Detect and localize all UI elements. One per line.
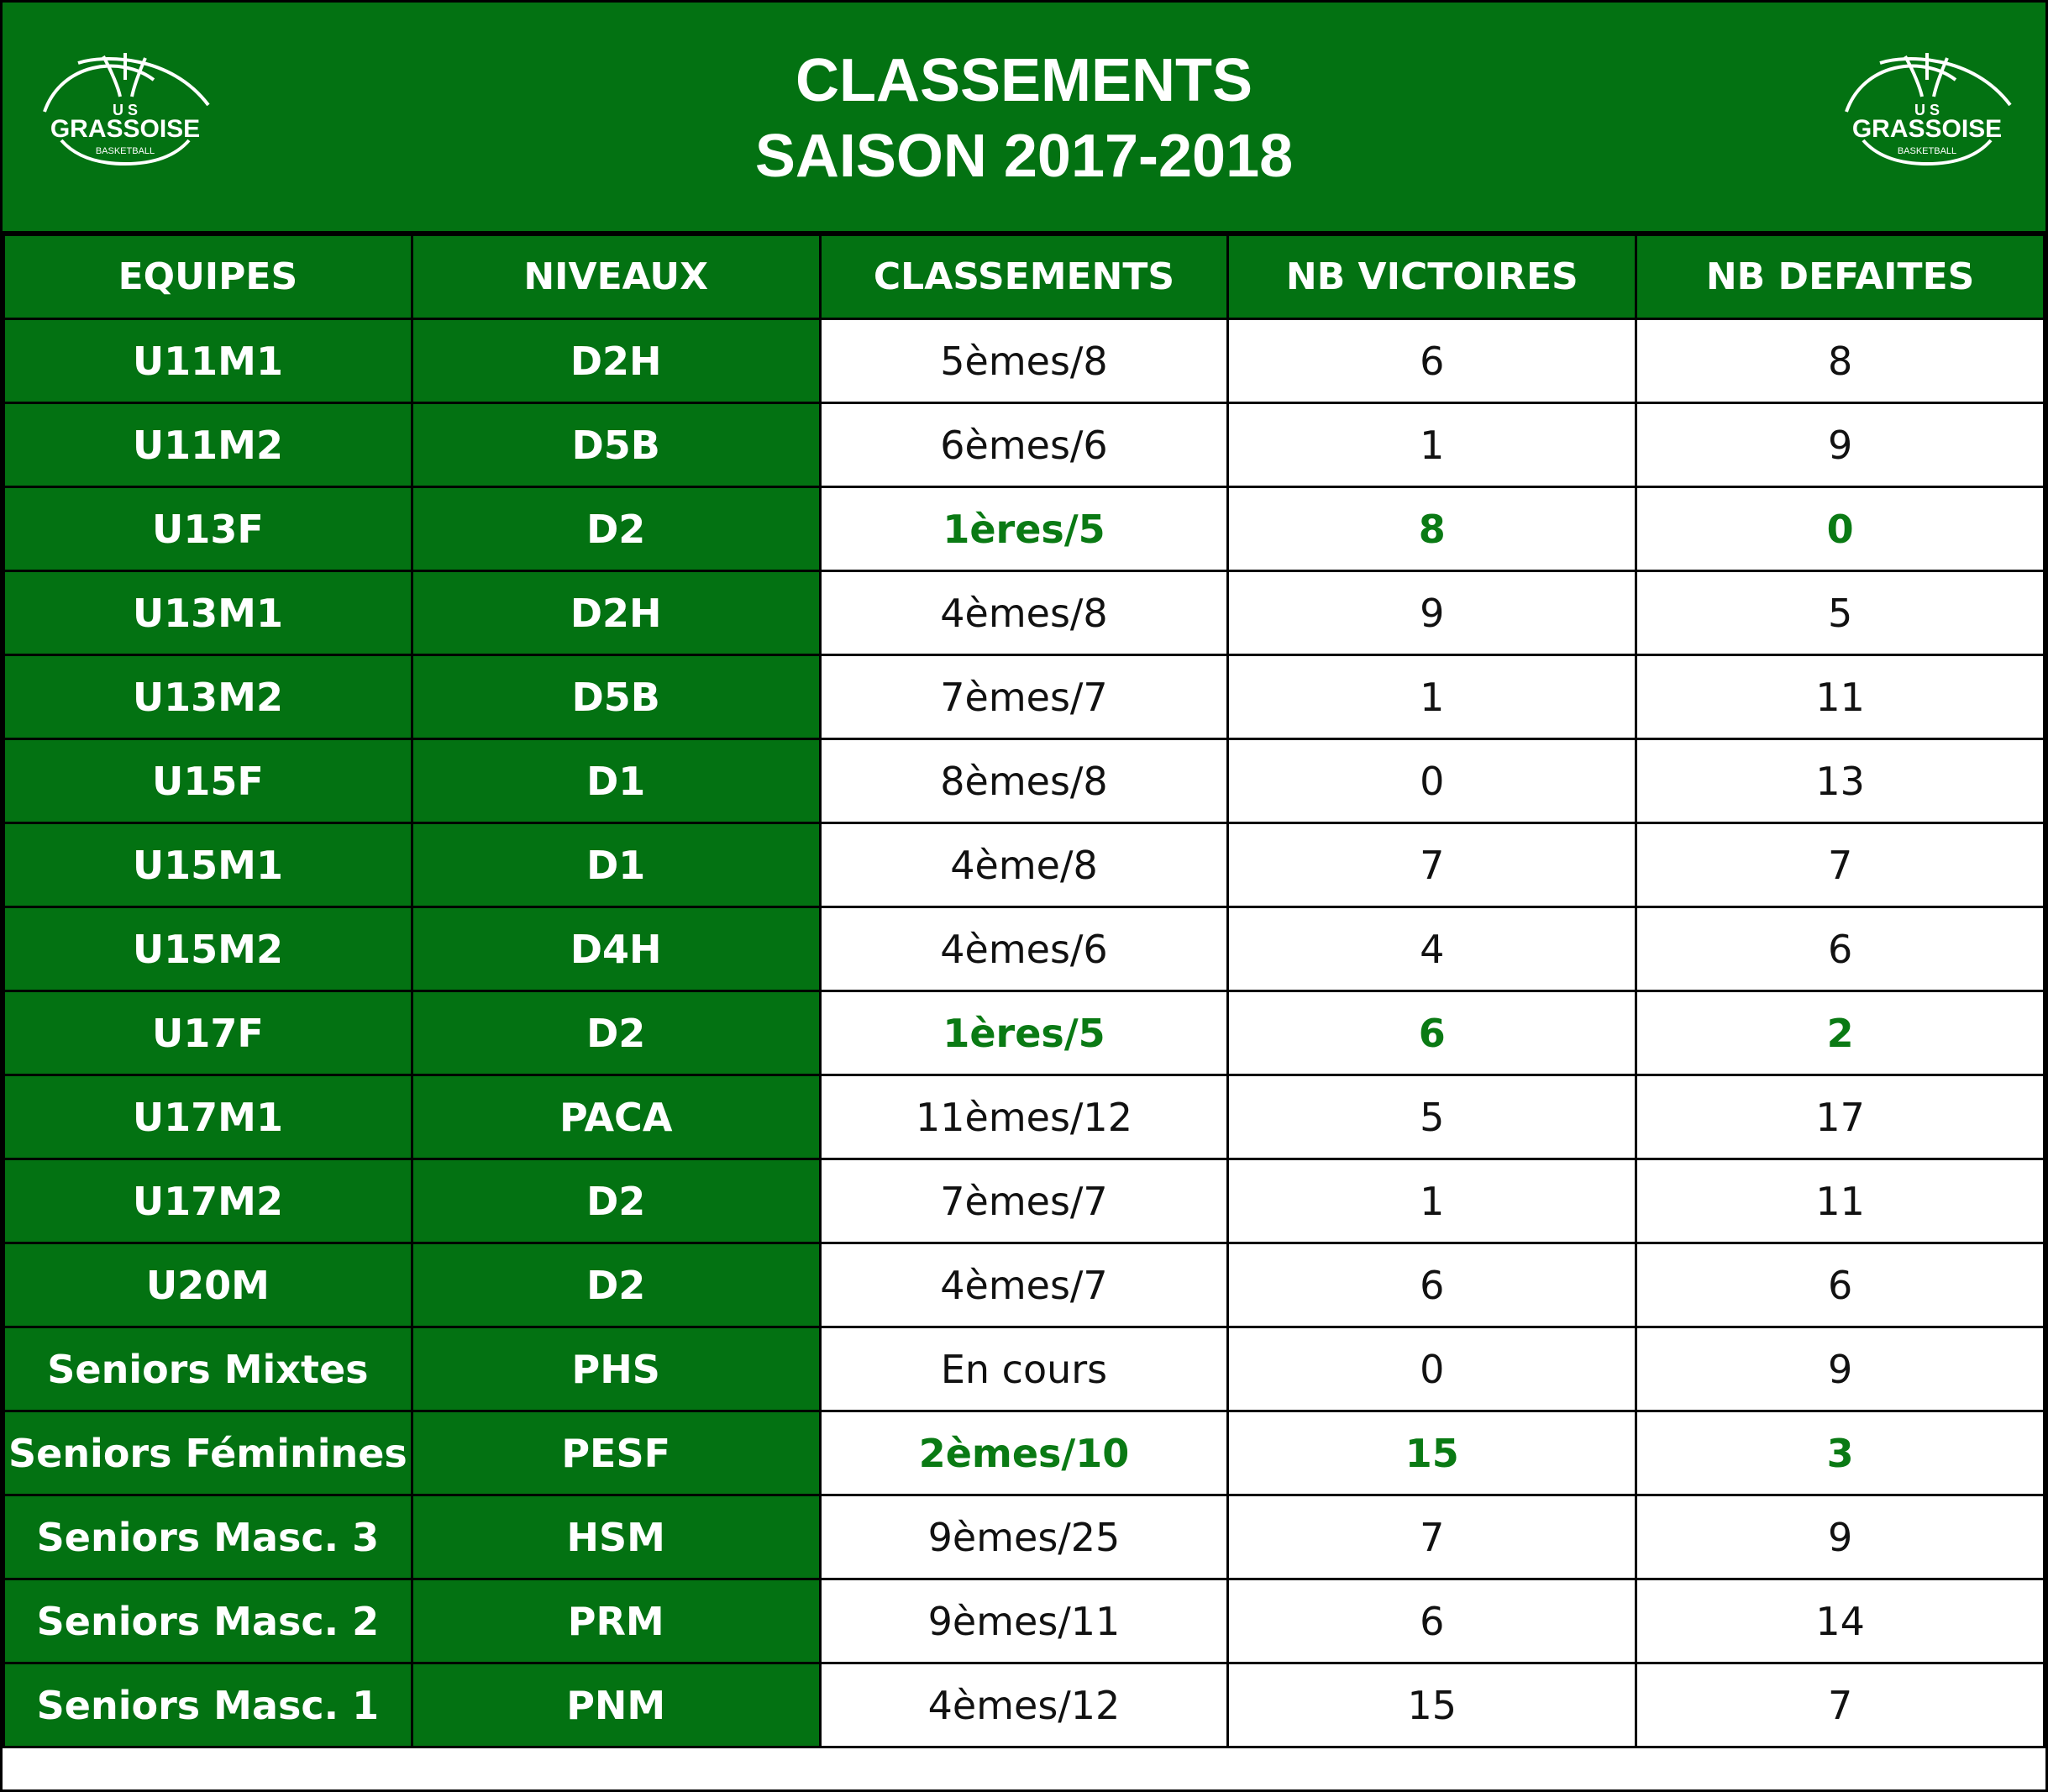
rank-cell: 8èmes/8 [820, 739, 1228, 823]
rank-cell: 7èmes/7 [820, 1159, 1228, 1243]
basketball-logo-icon [1830, 46, 2024, 172]
table-row [4, 1495, 2045, 1579]
wins-cell: 6 [1228, 319, 1636, 403]
title-line-2: SAISON 2017-2018 [754, 123, 1294, 190]
losses-cell: 5 [1636, 571, 2045, 655]
logo-name: GRASSOISE [1851, 115, 2003, 143]
wins-cell: 6 [1228, 1579, 1636, 1663]
rank-cell: 7èmes/7 [820, 655, 1228, 739]
table-row [4, 655, 2045, 739]
losses-cell: 8 [1636, 319, 2045, 403]
table-row [4, 739, 2045, 823]
table-row [4, 1159, 2045, 1243]
rank-cell: 11èmes/12 [820, 1075, 1228, 1159]
wins-cell: 15 [1228, 1411, 1636, 1495]
level-cell: D2 [412, 1243, 820, 1327]
losses-cell: 9 [1636, 403, 2045, 487]
team-cell: U13F [4, 487, 412, 571]
rank-cell: 2èmes/10 [820, 1411, 1228, 1495]
team-cell: U17M2 [4, 1159, 412, 1243]
level-cell: PHS [412, 1327, 820, 1411]
level-cell: PACA [412, 1075, 820, 1159]
wins-cell: 6 [1228, 991, 1636, 1075]
level-cell: HSM [412, 1495, 820, 1579]
rank-cell: 9èmes/25 [820, 1495, 1228, 1579]
table-row [4, 1579, 2045, 1663]
team-cell: U15F [4, 739, 412, 823]
rank-cell: 1ères/5 [820, 991, 1228, 1075]
column-header-niveaux: NIVEAUX [412, 235, 820, 319]
table-header-row [4, 235, 2045, 319]
team-cell: U11M2 [4, 403, 412, 487]
losses-cell: 0 [1636, 487, 2045, 571]
page-title [3, 43, 2045, 194]
losses-cell: 2 [1636, 991, 2045, 1075]
logo-top-text: U S [112, 102, 139, 118]
column-header-defaites: NB DEFAITES [1636, 235, 2045, 319]
header-banner [3, 3, 2045, 234]
rank-cell: 6èmes/6 [820, 403, 1228, 487]
team-cell: Seniors Masc. 1 [4, 1663, 412, 1747]
team-cell: U20M [4, 1243, 412, 1327]
wins-cell: 9 [1228, 571, 1636, 655]
rank-cell: 1ères/5 [820, 487, 1228, 571]
rank-cell: 4èmes/8 [820, 571, 1228, 655]
logo-sub: BASKETBALL [1897, 146, 1957, 156]
rank-cell: 5èmes/8 [820, 319, 1228, 403]
level-cell: D1 [412, 739, 820, 823]
table-row [4, 487, 2045, 571]
wins-cell: 8 [1228, 487, 1636, 571]
losses-cell: 11 [1636, 655, 2045, 739]
losses-cell: 3 [1636, 1411, 2045, 1495]
wins-cell: 15 [1228, 1663, 1636, 1747]
level-cell: D2H [412, 571, 820, 655]
losses-cell: 17 [1636, 1075, 2045, 1159]
team-cell: U13M2 [4, 655, 412, 739]
title-line-1: CLASSEMENTS [795, 47, 1253, 114]
table-row [4, 907, 2045, 991]
table-row [4, 823, 2045, 907]
rank-cell: 9èmes/11 [820, 1579, 1228, 1663]
level-cell: D5B [412, 403, 820, 487]
wins-cell: 1 [1228, 403, 1636, 487]
losses-cell: 6 [1636, 1243, 2045, 1327]
losses-cell: 11 [1636, 1159, 2045, 1243]
team-cell: U17F [4, 991, 412, 1075]
level-cell: D4H [412, 907, 820, 991]
losses-cell: 14 [1636, 1579, 2045, 1663]
column-header-equipes: EQUIPES [4, 235, 412, 319]
rank-cell: 4ème/8 [820, 823, 1228, 907]
table-row [4, 1243, 2045, 1327]
losses-cell: 13 [1636, 739, 2045, 823]
losses-cell: 9 [1636, 1495, 2045, 1579]
logo-sub: BASKETBALL [95, 146, 155, 156]
losses-cell: 7 [1636, 1663, 2045, 1747]
level-cell: D2 [412, 487, 820, 571]
logo-top-text: U S [1914, 102, 1940, 118]
team-cell: U15M2 [4, 907, 412, 991]
team-cell: Seniors Féminines [4, 1411, 412, 1495]
table-row [4, 1411, 2045, 1495]
table-row [4, 991, 2045, 1075]
club-logo-right [1830, 46, 2024, 172]
level-cell: PNM [412, 1663, 820, 1747]
standings-table [3, 234, 2045, 1748]
team-cell: Seniors Masc. 2 [4, 1579, 412, 1663]
wins-cell: 7 [1228, 823, 1636, 907]
losses-cell: 6 [1636, 907, 2045, 991]
column-header-victoires: NB VICTOIRES [1228, 235, 1636, 319]
team-cell: U13M1 [4, 571, 412, 655]
rank-cell: En cours [820, 1327, 1228, 1411]
table-row [4, 1663, 2045, 1747]
table-row [4, 571, 2045, 655]
wins-cell: 7 [1228, 1495, 1636, 1579]
level-cell: D5B [412, 655, 820, 739]
wins-cell: 5 [1228, 1075, 1636, 1159]
rank-cell: 4èmes/7 [820, 1243, 1228, 1327]
level-cell: D2 [412, 1159, 820, 1243]
wins-cell: 0 [1228, 739, 1636, 823]
team-cell: U15M1 [4, 823, 412, 907]
team-cell: Seniors Masc. 3 [4, 1495, 412, 1579]
wins-cell: 4 [1228, 907, 1636, 991]
column-header-classements: CLASSEMENTS [820, 235, 1228, 319]
table-row [4, 403, 2045, 487]
level-cell: D1 [412, 823, 820, 907]
table-row [4, 1327, 2045, 1411]
losses-cell: 9 [1636, 1327, 2045, 1411]
logo-name: GRASSOISE [50, 115, 201, 143]
level-cell: D2 [412, 991, 820, 1075]
table-body [4, 319, 2045, 1747]
team-cell: U17M1 [4, 1075, 412, 1159]
wins-cell: 0 [1228, 1327, 1636, 1411]
level-cell: PRM [412, 1579, 820, 1663]
rank-cell: 4èmes/12 [820, 1663, 1228, 1747]
wins-cell: 1 [1228, 655, 1636, 739]
team-cell: Seniors Mixtes [4, 1327, 412, 1411]
team-cell: U11M1 [4, 319, 412, 403]
level-cell: D2H [412, 319, 820, 403]
table-row [4, 319, 2045, 403]
wins-cell: 6 [1228, 1243, 1636, 1327]
losses-cell: 7 [1636, 823, 2045, 907]
level-cell: PESF [412, 1411, 820, 1495]
rank-cell: 4èmes/6 [820, 907, 1228, 991]
table-row [4, 1075, 2045, 1159]
wins-cell: 1 [1228, 1159, 1636, 1243]
